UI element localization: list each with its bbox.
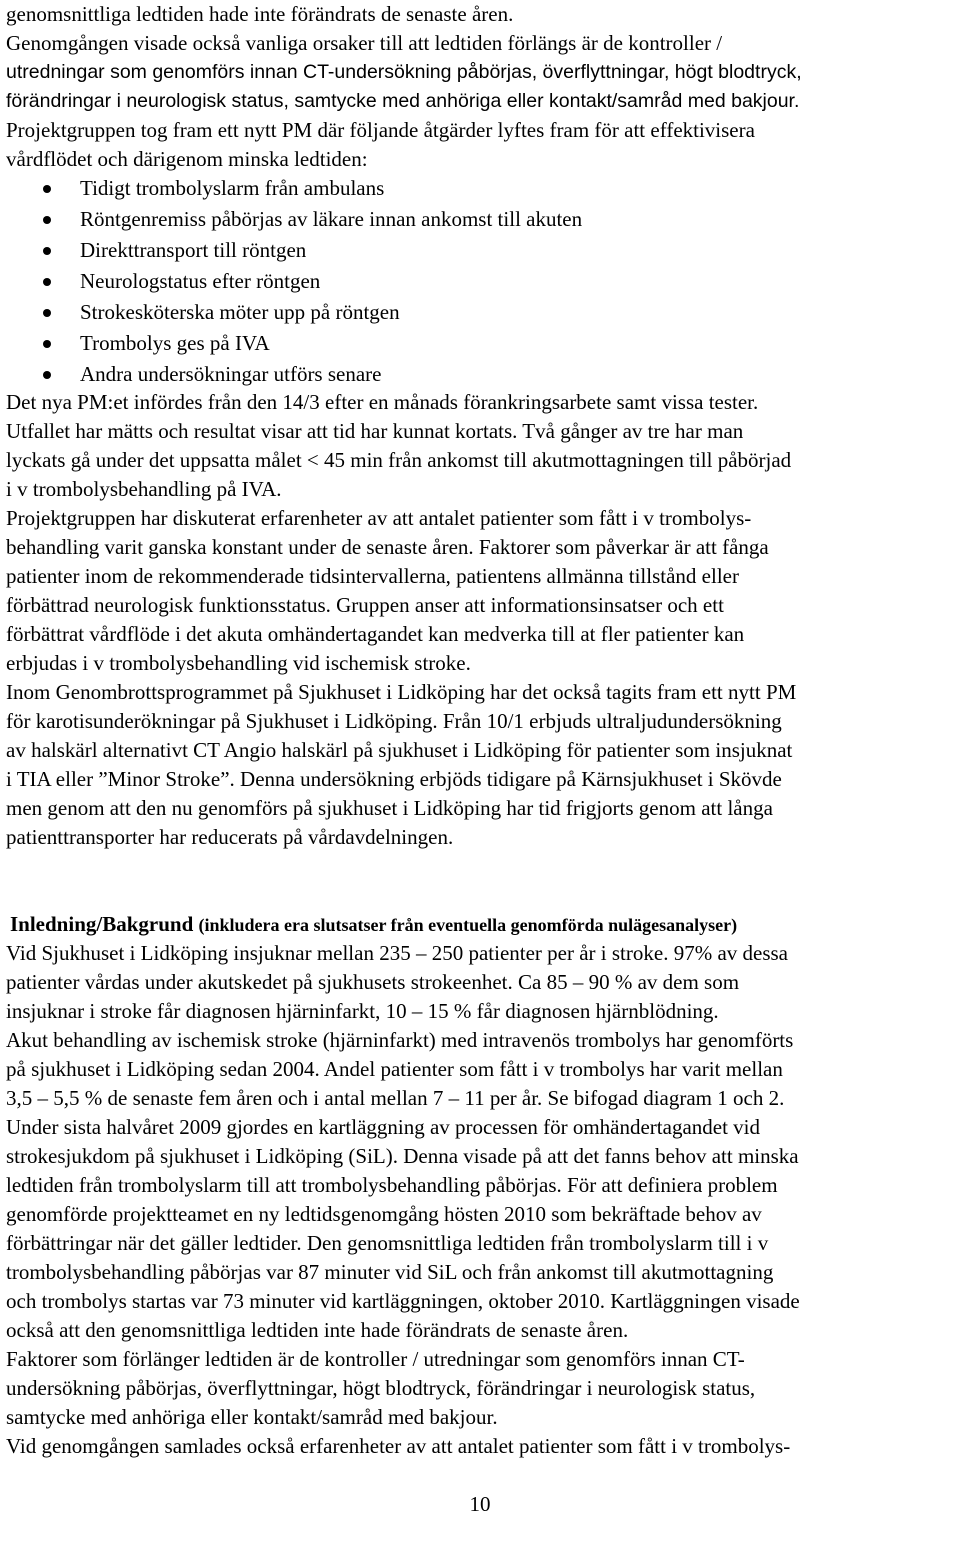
text-line: erbjudas i v trombolysbehandling vid ischemisk stroke. [6, 651, 471, 675]
text-line: Faktorer som förlänger ledtiden är de kontroller / utredningar som genomförs innan CT- [6, 1347, 745, 1371]
list-item: Direkttransport till röntgen [6, 235, 958, 266]
text-line: Vid Sjukhuset i Lidköping insjuknar mellan 235 – 250 patienter per år i stroke. 97% av dessa [6, 941, 789, 965]
list-item: Tidigt trombolyslarm från ambulans [6, 173, 958, 204]
bullet-icon [43, 278, 51, 286]
text-line: i TIA eller ”Minor Stroke”. Denna undersökning erbjöds tidigare på Kärnsjukhuset i Skövde [6, 767, 782, 791]
heading-subtitle: (inkludera era slutsatser från eventuella genomförda nulägesanalyser) [198, 915, 738, 935]
text-line: också att den genomsnittliga ledtiden inte hade förändrats de senaste åren. [6, 1318, 629, 1342]
text-line: och trombolys startas var 73 minuter vid kartläggningen, oktober 2010. Kartläggningen visade [6, 1289, 800, 1313]
text-line: lyckats gå under det uppsatta målet < 45 min från ankomst till akutmottagningen till påbörjad [6, 448, 792, 472]
text-line: patienter vårdas under akutskedet på sjukhusets strokeenhet. Ca 85 – 90 % av dem som [6, 970, 740, 994]
text-line: Projektgruppen tog fram ett nytt PM där följande åtgärder lyftes fram för att effektivisera [6, 118, 755, 142]
bullet-icon [43, 309, 51, 317]
bullet-icon [43, 216, 51, 224]
text-line: för karotisunderökningar på Sjukhuset i Lidköping. Från 10/1 erbjuds ultraljudundersökning [6, 709, 782, 733]
text-line: ledtiden från trombolyslarm till att trombolysbehandling påbörjas. För att definiera problem [6, 1173, 778, 1197]
text-line: förändringar i neurologisk status, samtycke med anhöriga eller kontakt/samråd med bakjour. [6, 90, 800, 112]
text-line: Under sista halvåret 2009 gjordes en kartläggning av processen för omhändertagandet vid [6, 1115, 761, 1139]
text-line: patienttransporter har reducerats på vårdavdelningen. [6, 825, 454, 849]
text-line: förbättrat vårdflöde i det akuta omhändertagandet kan medverka till at fler patienter kan [6, 622, 745, 646]
text-line: vårdflödet och därigenom minska ledtiden: [6, 147, 368, 171]
text-line: trombolysbehandling påbörjas var 87 minuter vid SiL och från ankomst till akutmottagning [6, 1260, 774, 1284]
text-line: Inom Genombrottsprogrammet på Sjukhuset i Lidköping har det också tagits fram ett nytt PM [6, 680, 797, 704]
text-line: patienter inom de rekommenderade tidsintervallerna, patientens allmänna tillstånd eller [6, 564, 739, 588]
text-line: av halskärl alternativt CT Angio halskärl på sjukhuset i Lidköping för patienter som insjuknat [6, 738, 793, 762]
text-line: undersökning påbörjas, överflyttningar, högt blodtryck, förändringar i neurologisk status, [6, 1376, 756, 1400]
list-item: Strokesköterska möter upp på röntgen [6, 297, 958, 328]
text-line: Utfallet har mätts och resultat visar att tid har kunnat kortats. Två gånger av tre har man [6, 419, 744, 443]
list-item: Neurologstatus efter röntgen [6, 266, 958, 297]
text-line: Vid genomgången samlades också erfarenheter av att antalet patienter som fått i v trombolys- [6, 1434, 791, 1458]
text-line: genomsnittliga ledtiden hade inte förändrats de senaste åren. [6, 2, 514, 26]
text-line: utredningar som genomförs innan CT-undersökning påbörjas, överflyttningar, högt blodtryck, [6, 61, 802, 83]
measures-list [6, 173, 958, 390]
list-item: Röntgenremiss påbörjas av läkare innan ankomst till akuten [6, 204, 958, 235]
text-line: 3,5 – 5,5 % de senaste fem åren och i antal mellan 7 – 11 per år. Se bifogad diagram 1 och 2. [6, 1086, 785, 1110]
text-line: samtycke med anhöriga eller kontakt/samråd med bakjour. [6, 1405, 498, 1429]
text-line: Projektgruppen har diskuterat erfarenheter av att antalet patienter som fått i v trombolys- [6, 506, 752, 530]
bullet-icon [43, 247, 51, 255]
text-line: Genomgången visade också vanliga orsaker till att ledtiden förlängs är de kontroller / [6, 31, 723, 55]
intro-paragraph [6, 0, 958, 174]
page-number: 10 [469, 1492, 491, 1516]
text-line: förbättringar när det gäller ledtider. Den genomsnittliga ledtiden från trombolyslarm till i v [6, 1231, 769, 1255]
text-line: insjuknar i stroke får diagnosen hjärninfarkt, 10 – 15 % får diagnosen hjärnblödning. [6, 999, 719, 1023]
bullet-icon [43, 340, 51, 348]
background-paragraph [6, 939, 958, 1461]
list-item: Trombolys ges på IVA [6, 328, 958, 359]
heading-title: Inledning/Bakgrund [10, 912, 194, 936]
text-line: genomförde projektteamet en ny ledtidsgenomgång hösten 2010 som bekräftade behov av [6, 1202, 762, 1226]
text-line: Akut behandling av ischemisk stroke (hjärninfarkt) med intravenös trombolys har genomförts [6, 1028, 794, 1052]
text-line: Det nya PM:et infördes från den 14/3 efter en månads förankringsarbete samt vissa tester. [6, 390, 759, 414]
bullet-icon [43, 185, 51, 193]
text-line: på sjukhuset i Lidköping sedan 2004. Andel patienter som fått i v trombolys har varit mellan [6, 1057, 783, 1081]
text-line: förbättrad neurologisk funktionsstatus. Gruppen anser att informationsinsatser och ett [6, 593, 724, 617]
bullet-icon [43, 371, 51, 379]
results-paragraph [6, 388, 958, 852]
text-line: men genom att den nu genomförs på sjukhuset i Lidköping har tid frigjorts genom att långa [6, 796, 773, 820]
text-line: behandling varit ganska konstant under de senaste åren. Faktorer som påverkar är att fånga [6, 535, 769, 559]
section-heading [10, 910, 960, 940]
list-item: Andra undersökningar utförs senare [6, 359, 958, 390]
text-line: strokesjukdom på sjukhuset i Lidköping (SiL). Denna visade på att det fanns behov att minska [6, 1144, 799, 1168]
text-line: i v trombolysbehandling på IVA. [6, 477, 282, 501]
